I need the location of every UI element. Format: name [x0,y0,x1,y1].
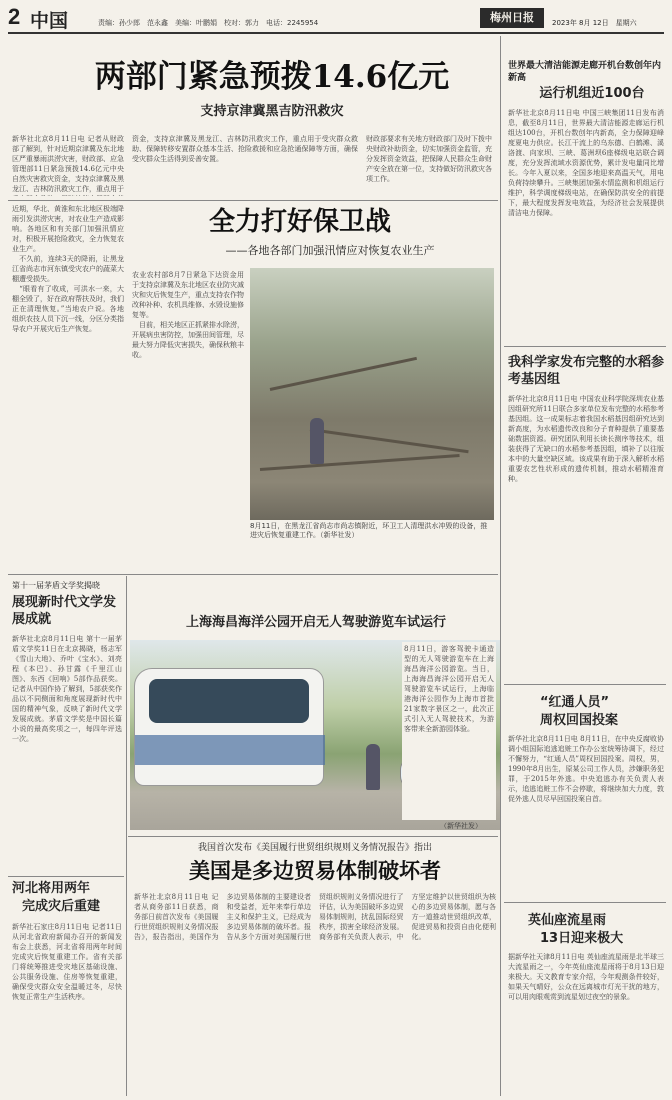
left1-title: 展现新时代文学发展成就 [12,595,117,627]
sidebar4-title1: 英仙座流星雨 [528,913,607,928]
feature-subtitle: ——各地各部门加强汛情应对恢复农业生产 [225,244,435,257]
left1-kicker: 第十一届茅盾文学奖揭晓 [12,581,100,590]
worker-figure [310,418,324,464]
section-name: 中国 [30,10,69,32]
divider [128,836,498,837]
issue-date: 2023年 8月 12日 星期六 [552,19,637,27]
debris [260,454,460,471]
divider [504,902,666,903]
visitor-figure [366,744,380,790]
sidebar3-body: 新华社北京8月11日电 8月11日，在中央反腐败协调小组国际追逃追赃工作办公室统筹协调下，经过不懈努力，“红通人员”周权回国投案。周权，男，1990年8月出生，原某公司工作人员，涉嫌职务犯罪，于2015年外逃。中央追逃办有关负责人表示，追逃追赃工作不会停歇，将继续加大力度，敦促外逃人员尽早回国投案自首。 [508,735,664,803]
divider [504,684,666,685]
trade-kicker: 我国首次发布《美国履行世贸组织规则义务情况报告》指出 [197,843,432,853]
left2-body: 新华社石家庄8月11日电 记者11日从河北省政府新闻办召开的新闻发布会上获悉，河北省将用两年时间完成灾后恢复重建工作。省有关部门将统筹推进受灾地区基础设施、公共服务设施、住房等恢复重建，确保受灾群众安全温暖过冬，尽快恢复正常生产生活秩序。 [12,923,122,1001]
bus-story-credit: （新华社发） [440,822,482,830]
divider [8,200,498,201]
sidebar2-body: 新华社北京8月11日电 中国农业科学院深圳农业基因组研究所11日联合多家单位发布完整的水稻参考基因组。这一成果标志着我国水稻基因组研究达到新高度，为水稻遗传改良和分子育种提供了重要基础数据资源。研究团队利用长读长测序等技术，组装获得了无缺口的水稻参考基因组，填补了以往版本中的大量空缺区域。该成果有助于深入解析水稻重要农艺性状形成的遗传机制，推动水稻精准育种。 [508,395,664,483]
bus-story-body: 8月11日，游客驾驶卡通造型的无人驾驶游览车在上海海昌海洋公园游览。当日，上海海昌海洋公园开启无人驾驶游览车试运行，上海临港海洋公园作为上海市首批21家数字景区之一，此次正式引入无人驾驶技术，为游客带来全新游园体验。 [402,642,496,820]
tourist-bus [134,668,324,786]
bus-story-title: 上海海昌海洋公园开启无人驾驶游览车试运行 [185,615,446,630]
bus-stripe [135,735,325,765]
lead-title: 两部门紧急预拨14.6亿元 [94,59,450,95]
left1-body: 新华社北京8月11日电 第十一届茅盾文学奖11日在北京揭晓，杨志军《雪山大地》、乔叶《宝水》、刘亮程《本巴》、孙甘露《千里江山图》、东西《回响》5部作品获奖。记者从中国作协了解到，5部获奖作品以不同侧面和角度展现新时代中国的精神气象，反映了新时代文学发展成就。茅盾文学奖是中国长篇小说的最高奖项之一，每四年评选一次。 [12,635,122,743]
sidebar2-title: 我科学家发布完整的水稻参考基因组 [508,355,665,387]
sidebar3-title2: 周权回国投案 [540,713,619,728]
sidebar4-title2: 13日迎来极大 [540,931,624,946]
trade-body: 新华社北京8月11日电 记者从商务部11日获悉，商务部日前首次发布《美国履行世贸组织规则义务情况报告》，报告指出，美国作为多边贸易体制的主要建设者和受益者，近年来奉行单边主义和保护主义，已经成为多边贸易体制的破坏者。报告从多个方面对美国履行世贸组织规则义务情况进行了评估，认为美国破坏多边贸易体制规则，扰乱国际经贸秩序，损害全球经济发展。商务部有关负责人表示，中方坚定维护以世贸组织为核心的多边贸易体制，愿与各方一道推动世贸组织改革，促进贸易和投资自由化便利化。 [134,893,496,941]
sidebar1-title2: 运行机组近100台 [539,86,645,101]
bus-window [149,679,309,723]
lead-subtitle: 支持京津冀黑吉防汛救灾 [200,104,344,119]
divider [8,574,498,575]
flood-photo [250,268,494,520]
feature-title: 全力打好保卫战 [208,207,391,237]
sidebar3-title1: “红通人员” [540,695,610,710]
sidebar4-body: 据新华社天津8月11日电 英仙座流星雨是北半球三大流星雨之一，今年英仙座流星雨将于8月13日迎来极大。天文教育专家介绍，今年观测条件较好，如果天气晴好，公众在远离城市灯光干扰的地方，可以用肉眼观赏到流星划过夜空的景象。 [508,953,664,1001]
left2-title2: 完成灾后重建 [22,899,101,914]
sidebar1-body: 新华社北京8月11日电 中国三峡集团11日发布消息，截至8月11日，世界最大清洁能源走廊运行机组达100台，开机台数创年内新高，全力保障迎峰度夏电力供应。长江干流上的乌东德、白鹤滩、溪洛渡、向家坝、三峡、葛洲坝6座梯级电站联合调度，充分发挥流域水资源优势，累计发电量同比增长。今年入夏以来，全国多地迎来高温天气，用电负荷持续攀升。三峡集团加强水情监测和机组运行维护，科学调度梯级电站，在确保防洪安全的前提下，最大程度发挥发电效益，为经济社会发展提供清洁电力保障。 [508,109,664,217]
page-header [8,4,664,34]
debris [310,428,469,453]
left2-title1: 河北将用两年 [12,881,91,896]
feature-col-2: 农业农村部8月7日紧急下达资金用于支持京津冀及东北地区农业防灾减灾和灾后恢复生产，重点支持农作物改种补种、农机具维修、水毁设施修复等。 目前，相关地区正抓紧排水除涝，开展病虫害防控，加强田间管理，尽最大努力降低灾害损失，确保秋粮丰收。 [132,271,244,359]
page-number: 2 [8,4,21,29]
lead-body-2: 资金，支持京津冀及黑龙江、吉林防汛救灾工作，重点用于受灾群众救助、保障转移安置群众基本生活、抢险救援和应急抢通保障等方面，确保受灾群众生活得到妥善安置。 [132,135,358,163]
masthead-logo: 梅州日报 [480,8,544,28]
divider [8,876,124,877]
debris [270,357,417,391]
feature-col-1: 近期，华北、黄淮和东北地区极端降雨引发洪涝灾害，对农业生产造成影响。各地区和有关部门加强汛情应对，积极开展抢险救灾，全力恢复农业生产。 不久前，连续3天的降雨，让黑龙江省尚志市河东镇受灾农户的蔬菜大棚遭受损失。 “眼看有了收成，可洪水一来，大棚全毁了，好在政府帮扶及时，我们正在清理恢复。”当地农户说。各地组织农技人员下沉一线，分区分类指导农户开展灾后生产恢复。 [12,205,124,333]
column-rule [500,36,501,1096]
flood-photo-caption: 8月11日，在黑龙江省尚志市尚志镇附近，环卫工人清理洪水冲毁的设备，推进灾后恢复重建工作。（新华社发） [250,522,488,539]
lead-body-3: 财政部要求有关地方财政部门及时下拨中央财政补助资金，切实加强资金监管，充分发挥资金效益，把保障人民群众生命财产安全放在第一位，支持做好防汛救灾各项工作。 [366,135,492,183]
lead-body-1: 新华社北京8月11日电 记者从财政部了解到，针对近期京津冀及东北地区严重暴雨洪涝灾害，财政部、应急管理部11日紧急预拨14.6亿元中央自然灾害救灾资金，支持京津冀及黑龙江、吉林防汛救灾工作，重点用于 [12,135,124,193]
column-rule [126,576,127,1096]
sidebar1-title1: 世界最大清洁能源走廊开机台数创年内新高 [508,61,662,83]
staff-line: 责编：孙少郎 范永鑫 美编：叶鹏娟 校对：郭力 电话：2245954 [98,19,319,27]
divider [504,346,666,347]
trade-title: 美国是多边贸易体制破坏者 [189,858,441,883]
